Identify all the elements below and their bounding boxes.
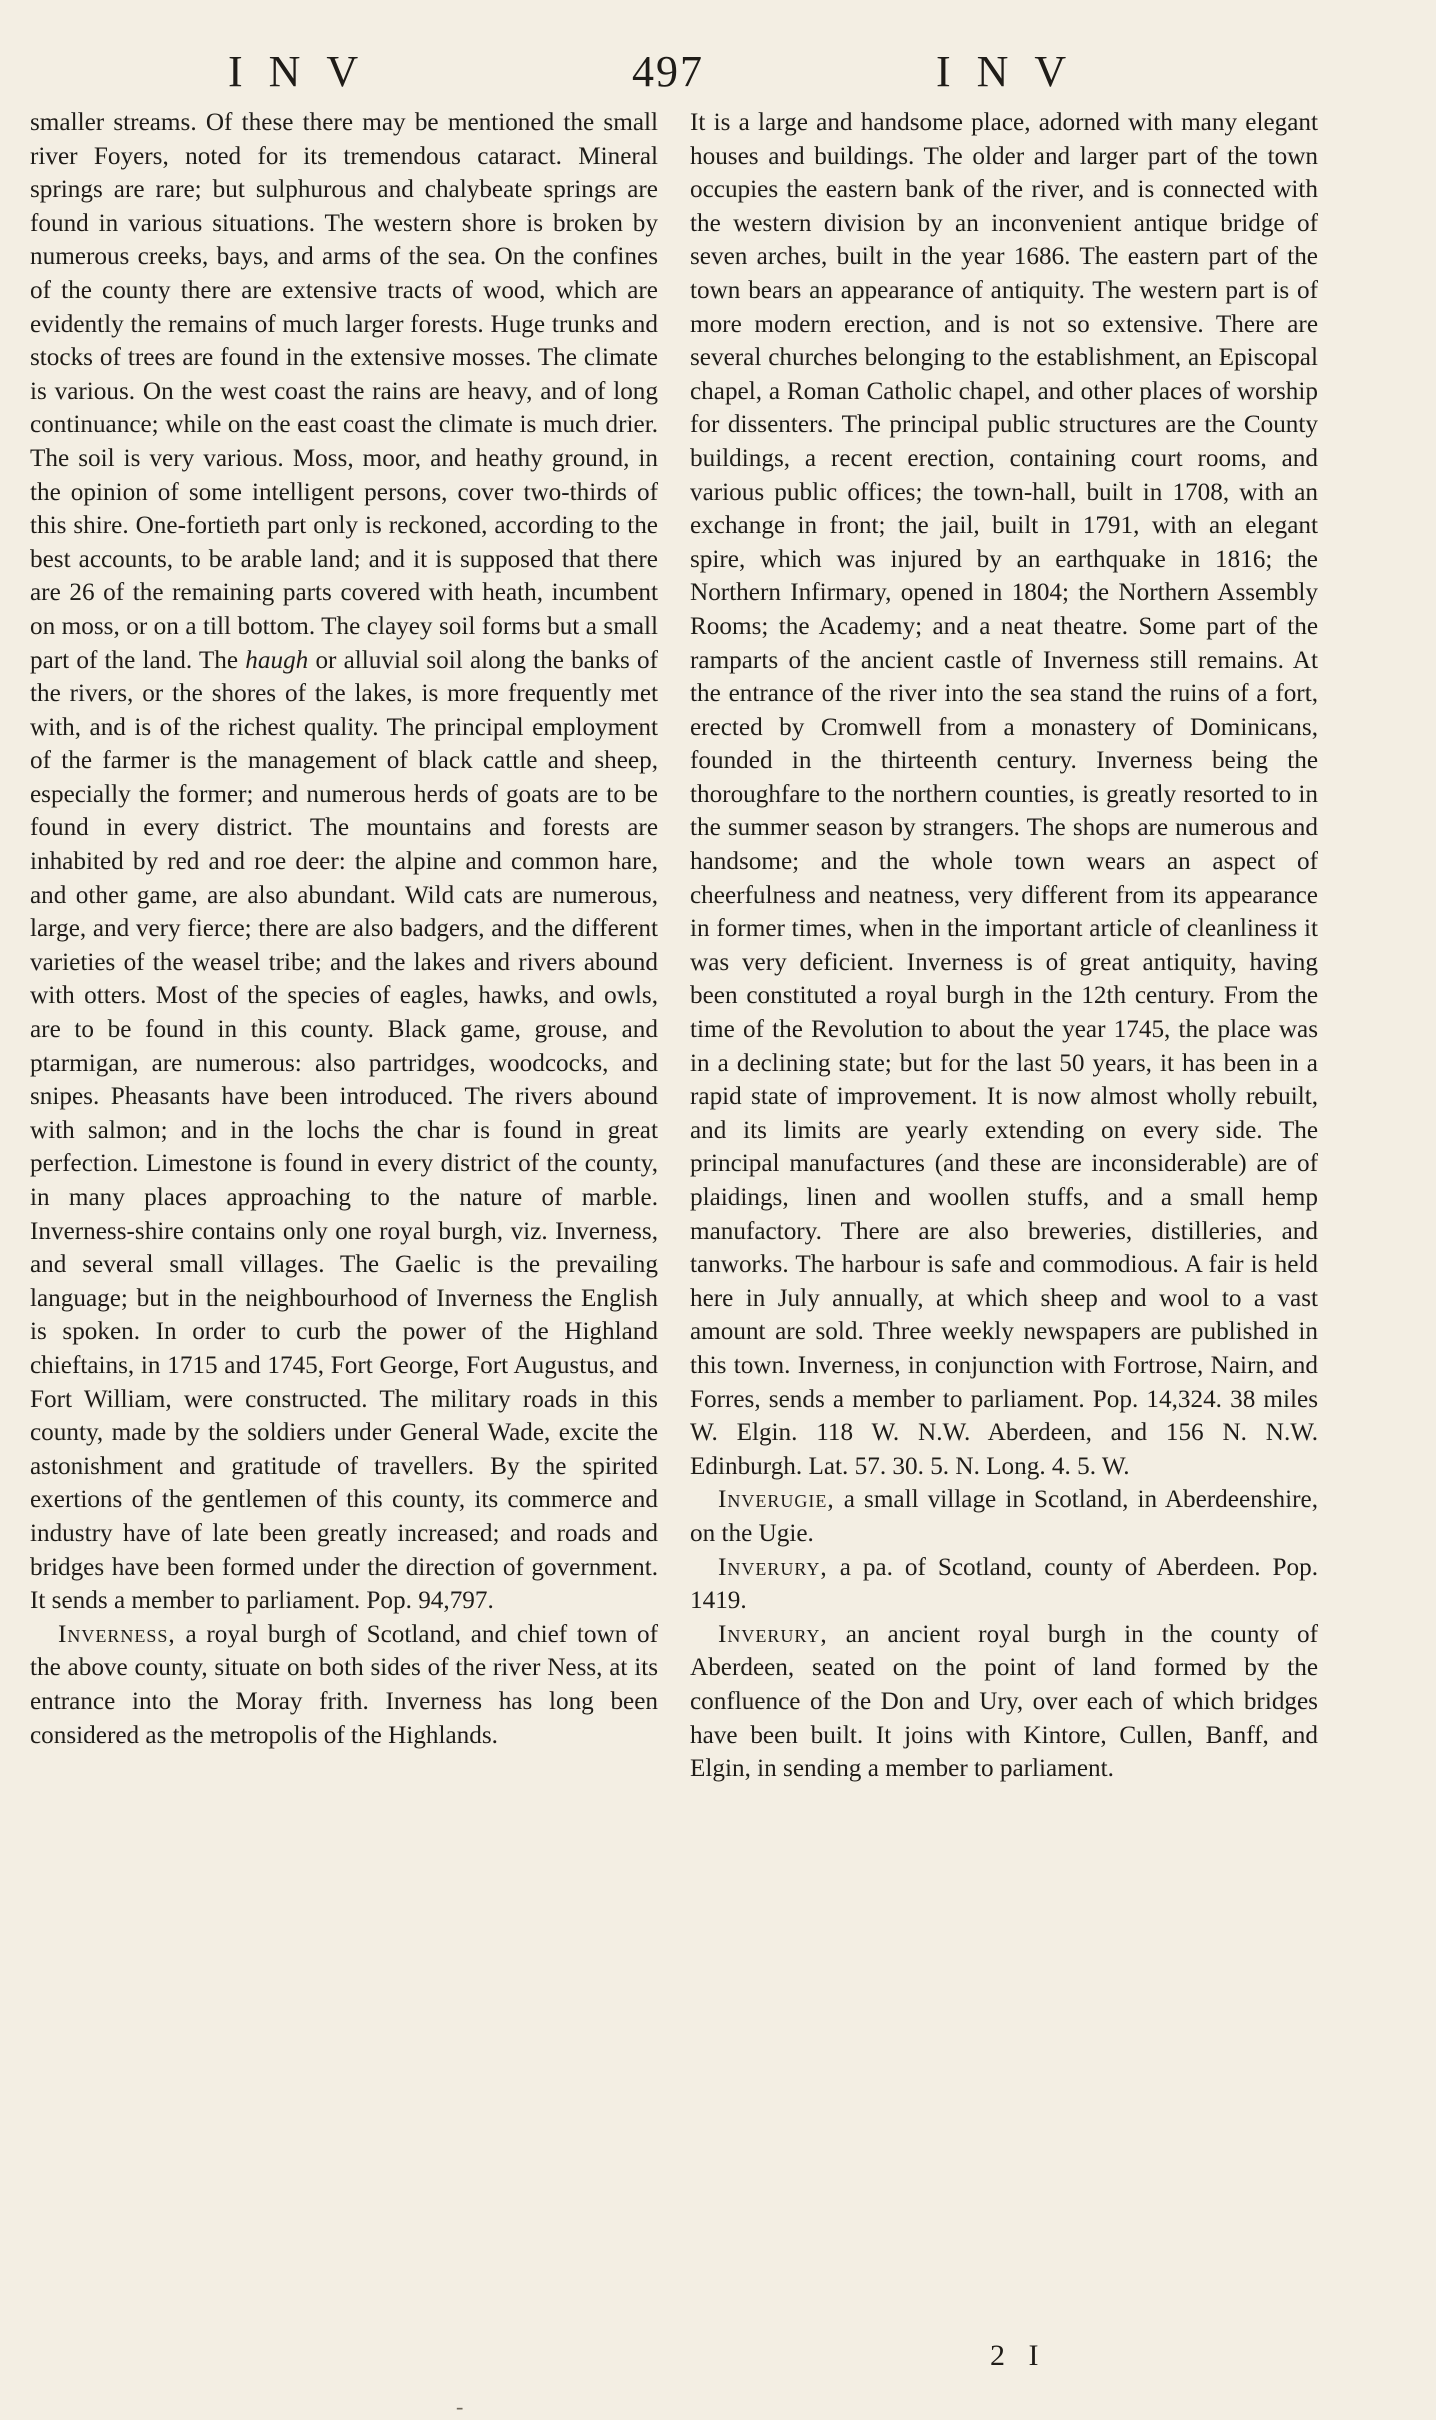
paragraph-text: smaller streams. Of these there may be mentioned the small river Foyers, noted for its tremendous cataract. Mineral springs are rare; but sulphurous and chalybeate springs are found in various situations. The western shore is broken by numerous creeks, bays, and arms of the sea. On the confines of the county there are extensive tracts of wood, which are evidently the remains of much larger forests. Huge trunks and stocks of trees are found in the extensive mosses. The climate is various. On the west coast the rains are heavy, and of long continuance; while on the east coast the climate is much drier. The soil is very various. Moss, moor, and heathy ground, in the opinion of some intelligent persons, cover two-thirds of this shire. One-fortieth part only is reckoned, according to the best accounts, to be arable land; and it is supposed that there are 26 of the remaining parts covered with heath, incumbent on moss, or on a till bottom. The clayey soil forms but a small part of the land. The (30, 109, 658, 674)
page-number: 497 (632, 47, 704, 96)
left-column (30, 106, 658, 1752)
header-left-guide-word: INV (228, 47, 385, 96)
entry-text: an ancient royal burgh in the county of Aberdeen, seated on the point of land formed by the confluence of the Don and Ury, over each of which bridges have been built. It joins with Kintore, Cullen, Banff, and Elgin, in sending a member to parliament. (690, 1620, 1319, 1783)
right-column (690, 106, 1318, 1786)
header-right-guide-word: INV (936, 47, 1093, 96)
footer-rule-mark: - (456, 2394, 464, 2419)
italic-term: haugh (245, 646, 309, 674)
entry-inverugie (690, 1483, 1318, 1550)
inverness-description-paragraph: It is a large and handsome place, adorned with many elegant houses and buildings. The older and larger part of the town occupies the eastern bank of the river, and is connected with the western division by an inconvenient antique bridge of seven arches, built in the year 1686. The eastern part of the town bears an appearance of antiquity. The western part is of more modern erection, and is not so extensive. There are several churches belonging to the establishment, an Episcopal chapel, a Roman Catholic chapel, and other places of worship for dissenters. The principal public structures are the County buildings, a recent erection, containing court rooms, and various public offices; the town-hall, built in 1708, with an exchange in front; the jail, built in 1791, with an elegant spire, which was injured by an earthquake in 1816; the Northern Infirmary, opened in 1804; the Northern Assembly Rooms; the Academy; and a neat theatre. Some part of the ramparts of the ancient castle of Inverness still remains. At the entrance of the river into the sea stand the ruins of a fort, erected by Cromwell from a monastery of Dominicans, founded in the thirteenth century. Inverness being the thoroughfare to the northern counties, is greatly resorted to in the summer season by strangers. The shops are numerous and handsome; and the whole town wears an aspect of cheerfulness and neatness, very different from its appearance in former times, when in the important article of cleanliness it was very deficient. Inverness is of great antiquity, having been constituted a royal burgh in the 12th century. From the time of the Revolution to about the year 1745, the place was in a declining state; but for the last 50 years, it has been in a rapid state of improvement. It is now almost wholly rebuilt, and its limits are yearly extending on every side. The principal manufactures (and these are inconsiderable) are of plaidings, linen and woollen stuffs, and a small hemp manufactory. There are also breweries, distilleries, and tanworks. The harbour is safe and commodious. A fair is held here in July annually, at which sheep and wool to a vast amount are sold. Three weekly newspapers are published in this town. Inverness, in conjunction with Fortrose, Nairn, and Forres, sends a member to parliament. Pop. 14,324. 38 miles W. Elgin. 118 W. N.W. Aberdeen, and 156 N. N.W. Edinburgh. Lat. 57. 30. 5. N. Long. 4. 5. W. (690, 109, 1318, 1480)
entry-headword: Inverness, (58, 1620, 176, 1648)
running-header (0, 42, 1436, 102)
entry-headword: Inverugie, (718, 1486, 835, 1514)
entry-headword: Inverury, (718, 1620, 828, 1648)
entry-inverury-burgh (690, 1618, 1318, 1786)
entry-text: a small village in Scotland, in Aberdeenshire, on the Ugie. (690, 1486, 1318, 1547)
entry-text: a pa. of Scotland, county of Aberdeen. Pop. 1419. (690, 1553, 1318, 1615)
entry-text: a royal burgh of Scotland, and chief town of the above county, situate on both sides of the river Ness, at its entrance into the Moray frith. Inverness has long been considered as the metropolis of the Highlands. (30, 1620, 658, 1749)
entry-inverury-parish (690, 1551, 1318, 1618)
entry-inverness (30, 1618, 658, 1752)
paragraph-text-continued: or alluvial soil along the banks of the rivers, or the shores of the lakes, is more frequently met with, and is of the richest quality. The principal employment of the farmer is the management of black cattle and sheep, especially the former; and numerous herds of goats are to be found in every district. The mountains and forests are inhabited by red and roe deer: the alpine and common hare, and other game, are also abundant. Wild cats are numerous, large, and very fierce; there are also badgers, and the different varieties of the weasel tribe; and the lakes and rivers abound with otters. Most of the species of eagles, hawks, and owls, are to be found in this county. Black game, grouse, and ptarmigan, are numerous: also partridges, woodcocks, and snipes. Pheasants have been introduced. The rivers abound with salmon; and in the lochs the char is found in great perfection. Limestone is found in every district of the county, in many places approaching to the nature of marble. Inverness-shire contains only one royal burgh, viz. Inverness, and several small villages. The Gaelic is the prevailing language; but in the neighbourhood of Inverness the English is spoken. In order to curb the power of the Highland chieftains, in 1715 and 1745, Fort George, Fort Augustus, and Fort William, were constructed. The military roads in this county, made by the soldiers under General Wade, excite the astonishment and gratitude of travellers. By the spirited exertions of the gentlemen of this county, its commerce and industry have of late been greatly increased; and roads and bridges have been formed under the direction of government. It sends a member to parliament. Pop. 94,797. (30, 646, 659, 1615)
entry-headword: Inverury, (718, 1553, 828, 1581)
inverness-shire-continued-paragraph (30, 106, 658, 1618)
signature-mark: 2 I (990, 2339, 1047, 2372)
